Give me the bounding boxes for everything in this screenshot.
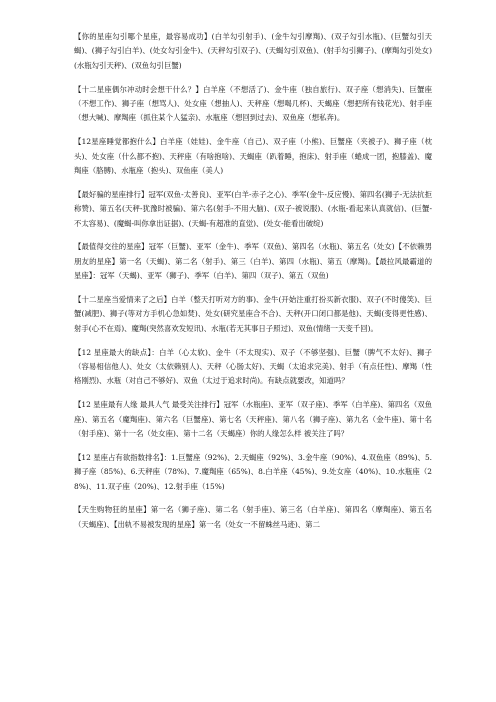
paragraph-when-love-comes: 【十二星座当爱情来了之后】白羊（整天打听对方的事)、金牛(开始注重打扮买新衣服)、双子(不时傻笑)、巨蟹(减肥)、狮子(等对方手机心急如焚)、处女(研究星座合不合)、天秤(开口闭口都是他)、天蝎(变得更性感)、射手(心不在焉)、魔羯(突然喜欢发短讯)、水瓶(若无其事日子照过)、双鱼(情绪一天变千回)。 [74, 295, 432, 333]
paragraph-worth-dating: 【最值得交往的星座】冠军（巨蟹)、亚军（金牛)、季军（双鱼)、第四名（水瓶)、第五名（处女)【不依赖男朋友的星座】第一名（天蝎)、第二名（射手)、第三（白羊)、第四（水瓶)、第五（摩羯)。【最拉风最霸道的星座】：冠军（天蝎)、亚军（狮子)、季军（白羊)、第四（双子)、第五（双鱼) [74, 242, 432, 281]
paragraph-sleep-hugging: 【12星座睡觉都抱什么】白羊座（娃娃)、金牛座（自己)、双子座（小熊)、巨蟹座（夹被子)、狮子座（枕头)、处女座（什么都不抱)、天秤座（有啥抱啥)、天蝎座（趴着睡，抱床)、射手座（蜷成一团，抱膝盖)、魔羯座（胳膊)、水瓶座（抱头)、双鱼座（美人) [74, 137, 432, 176]
paragraph-popularity-ranking: 【12 星座最有人缘 最具人气 最受关注排行】冠军（水瓶座)、亚军（双子座)、季军（白羊座)、第四名（双鱼座)、第五名（魔羯座)、第六名（巨蟹座)、第七名（天秤座)、第八名（狮子座)、第九名（金牛座)、第十名（射手座)、第十一名（处女座)、第十二名（天蝎座）你的人缘怎么样 被关注了吗？ [74, 400, 432, 439]
paragraph-biggest-flaws: 【12 星座最大的缺点】：白羊（心太软)、金牛（不太现实)、双子（不够坚强)、巨蟹（脾气不太好)、狮子（容易相信他人)、处女（太依赖别人)、天秤（心肠太好)、天蝎（太追求完美)、射手（有点任性)、摩羯（性格刚烈)、水瓶（对自己不够好)、双鱼（太过于追求时尚)。有缺点就要改，知道吗？ [74, 347, 432, 386]
paragraph-impulsive-wishes: 【十二星座偶尔冲动时会想干什么？】白羊座（不想活了)、金牛座（独自旅行)、双子座（想消失)、巨蟹座（不想工作)、狮子座（想骂人)、处女座（想抽人)、天秤座（想喝几杯)、天蝎座（想把所有钱花光)、射手座（想大喊)、摩羯座（抓住某个人猛亲)、水瓶座（想回到过去)、双鱼座（想私奔)。 [74, 84, 432, 123]
paragraph-easiest-to-fool: 【最好骗的星座排行】冠军(双鱼-太善良)、亚军(白羊-赤子之心)、季军(金牛-反应慢)、第四名(狮子-无法抗拒称赞)、第五名(天秤-犹豫时被骗)、第六名(射手-不用大脑)、(双子-被说服)、(水瓶-看起来认真就信)、(巨蟹-不太容易)、(魔蝎-叫你拿出证据)、(天蝎-有超准的直觉)、(处女-能看出破绽) [74, 189, 432, 228]
paragraph-shopaholic-ranking: 【天生购物狂的星座】第一名（狮子座)、第二名（射手座)、第三名（白羊座)、第四名（摩羯座)、第五名（天蝎座)、【出轨不易被发现的星座】第一名（处女一不留蛛丝马迹)、第二 [74, 505, 432, 529]
paragraph-possessiveness-ranking: 【12 星座占有欲指数排名】：1.巨蟹座（92%)、2.天蝎座（92%)、3.金牛座（90%)、4.双鱼座（89%)、5.狮子座（85%)、6.天秤座（78%)、7.魔羯座（65%)、8.白羊座（45%)、9.处女座（40%)、10.水瓶座（28%)、11.双子座（20%)、12.射手座（15%) [74, 452, 432, 491]
paragraph-seduction-success: 【你的星座勾引哪个星座，最容易成功】(白羊勾引射手)、(金牛勾引摩羯)、(双子勾引水瓶)、(巨蟹勾引天蝎)、(狮子勾引白羊)、(处女勾引金牛)、(天秤勾引双子)、(天蝎勾引双鱼)、(射手勾引狮子)、(摩羯勾引处女)(水瓶勾引天秤)、(双鱼勾引巨蟹) [74, 32, 432, 70]
